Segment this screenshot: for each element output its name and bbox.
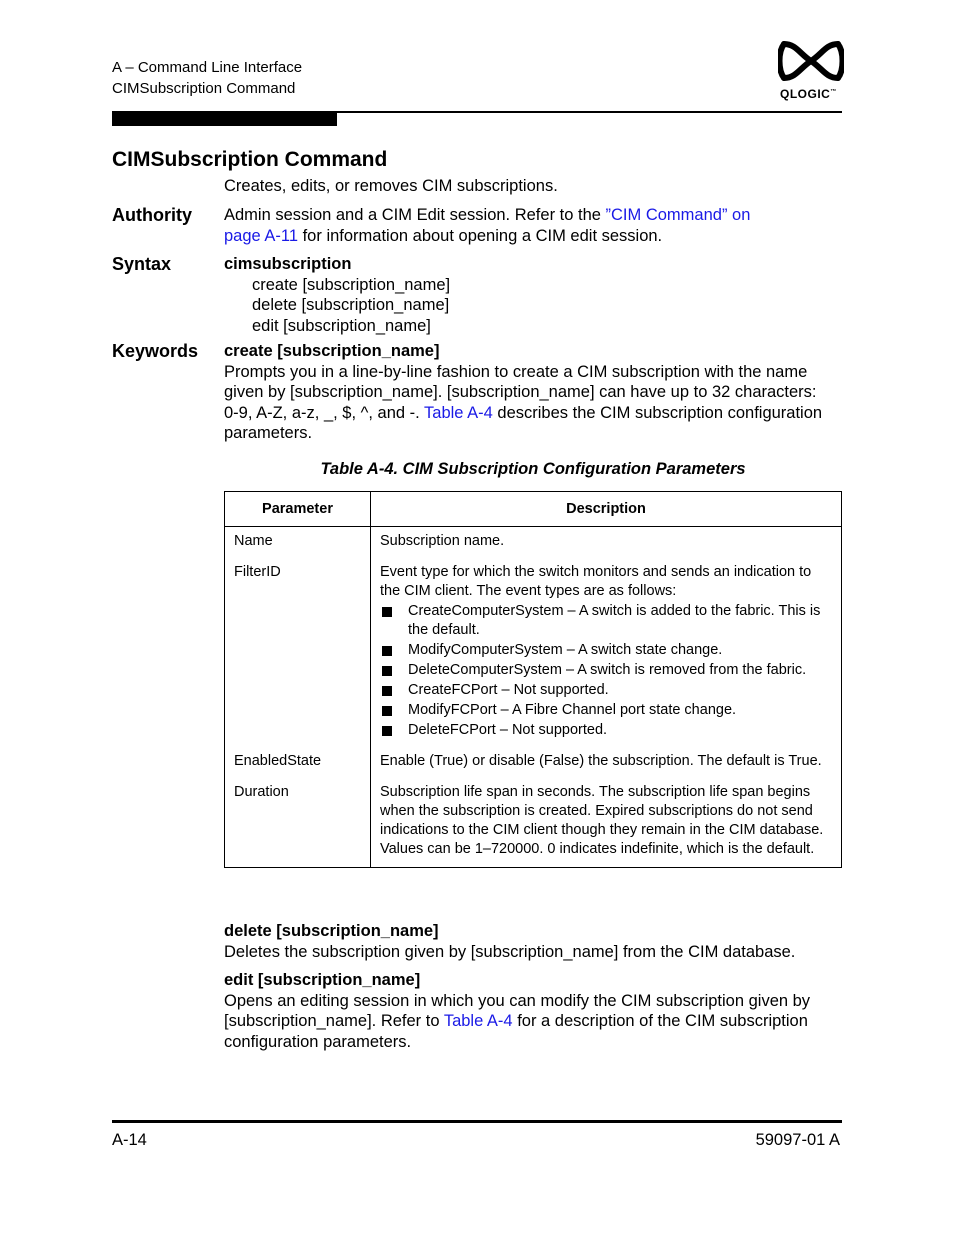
param-desc: Event type for which the switch monitors and sends an indication to the CIM client. The event types are as follows: CreateComputerSystem – A switch is added to the fabric. This is the default. ModifyComputerSystem – A switch state change. DeleteComputerSystem – A switch is removed from the fabric. CreateFCPort – Not supported. ModifyFCPort – A Fibre Channel port state change. DeleteFCPort – Not supported. xyxy=(371,551,842,740)
param-desc: Subscription name. xyxy=(371,527,842,552)
list-item: DeleteFCPort – Not supported. xyxy=(380,721,833,740)
table-a4-link[interactable]: Table A-4 xyxy=(424,403,493,422)
param-name: FilterID xyxy=(225,551,371,740)
table-row xyxy=(225,740,842,771)
param-name: EnabledState xyxy=(225,740,371,771)
keyword-delete: delete [subscription_name] Deletes the subscription given by [subscription_name] from the CIM database. xyxy=(224,921,844,962)
table-row xyxy=(225,551,842,740)
keyword-delete-heading: delete [subscription_name] xyxy=(224,922,439,940)
syntax-line: delete [subscription_name] xyxy=(252,296,450,314)
table-header-description: Description xyxy=(371,492,842,527)
param-desc: Subscription life span in seconds. The subscription life span begins when the subscription is created. Expired subscriptions do not send indications to the CIM client though they remain in the CIM database. Values can be 1–720000. 0 indicates indefinite, which is the default. xyxy=(371,771,842,868)
header-chapter: A – Command Line Interface xyxy=(112,59,303,76)
list-item: DeleteComputerSystem – A switch is removed from the fabric. xyxy=(380,661,833,680)
param-name: Name xyxy=(225,527,371,552)
page-title: CIMSubscription Command xyxy=(112,148,388,171)
syntax-line: edit [subscription_name] xyxy=(252,316,431,335)
header-bar xyxy=(112,113,337,126)
keyword-create-heading: create [subscription_name] xyxy=(224,342,440,360)
intro-text: Creates, edits, or removes CIM subscriptions. xyxy=(224,177,558,195)
authority-label: Authority xyxy=(112,205,192,225)
authority-text: Admin session and a CIM Edit session. Refer to the ”CIM Command” on page A-11 for information about opening a CIM edit session. xyxy=(224,206,751,245)
table-caption: Table A-4. CIM Subscription Configuration Parameters xyxy=(320,460,746,478)
parameters-table xyxy=(224,491,842,868)
param-name: Duration xyxy=(225,771,371,868)
qlogic-logo xyxy=(778,38,844,100)
keyword-edit-heading: edit [subscription_name] xyxy=(224,971,421,989)
keyword-create: create [subscription_name] Prompts you in a line-by-line fashion to create a CIM subscription with the name given by [subscription_name]. [subscription_name] can have up to 32 characters: 0-9, A-Z, a-z, _, $, ^, and -. Table A-4 describes the CIM subscription configuration parameters. xyxy=(224,341,844,444)
page-number: A-14 xyxy=(112,1131,147,1149)
keywords-label: Keywords xyxy=(112,341,199,361)
table-header-row xyxy=(225,492,842,527)
table-row xyxy=(225,771,842,868)
syntax-command: cimsubscription xyxy=(224,255,352,273)
syntax-line: create [subscription_name] xyxy=(252,275,451,294)
list-item: ModifyComputerSystem – A switch state change. xyxy=(380,641,833,660)
footer-rule xyxy=(112,1120,842,1123)
logo-trademark: ™ xyxy=(830,89,837,95)
document-number: 59097-01 A xyxy=(755,1131,840,1149)
syntax-block xyxy=(224,254,844,336)
header-section: CIMSubscription Command xyxy=(112,80,296,97)
list-item: CreateFCPort – Not supported. xyxy=(380,681,833,700)
keyword-edit: edit [subscription_name] Opens an editing session in which you can modify the CIM subscription given by [subscription_name]. Refer to Table A-4 for a description of the CIM subscription configuration parameters. xyxy=(224,970,844,1052)
qlogic-knot-icon xyxy=(778,38,844,84)
syntax-label: Syntax xyxy=(112,254,172,274)
event-type-list xyxy=(380,602,833,740)
logo-text: QLOGIC xyxy=(780,87,831,101)
table-a4-link[interactable]: Table A-4 xyxy=(443,1012,513,1030)
list-item: CreateComputerSystem – A switch is added to the fabric. This is the default. xyxy=(380,602,833,640)
table-header-parameter: Parameter xyxy=(225,492,371,527)
param-desc: Enable (True) or disable (False) the subscription. The default is True. xyxy=(371,740,842,771)
list-item: ModifyFCPort – A Fibre Channel port state change. xyxy=(380,701,833,720)
table-row xyxy=(225,527,842,552)
cim-command-link[interactable]: ”CIM Command” on xyxy=(605,206,751,224)
cim-command-page-link[interactable]: page A-11 xyxy=(224,226,299,245)
